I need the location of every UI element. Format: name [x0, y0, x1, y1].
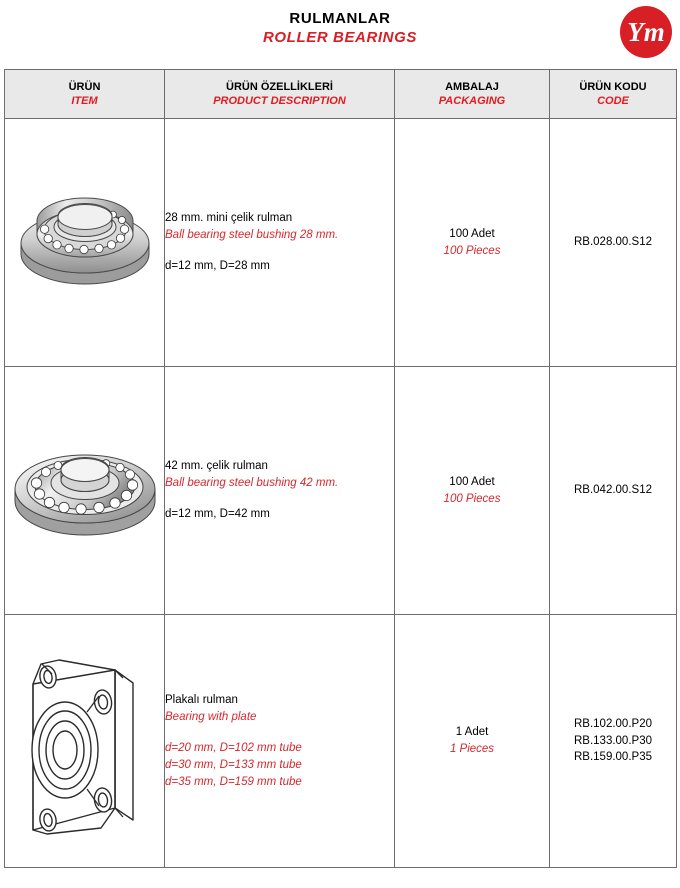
page-header [0, 0, 680, 64]
column-header-packaging-en: PACKAGING [438, 95, 506, 107]
product-code: RB.159.00.P35 [573, 751, 652, 764]
product-code-cell [550, 119, 677, 367]
column-header-description-en: PRODUCT DESCRIPTION [213, 95, 346, 107]
ball-bearing-28mm-illustration [15, 188, 155, 298]
product-code-cell [550, 367, 677, 615]
packaging-turkish: 100 Adet [449, 227, 495, 240]
packaging-cell [395, 119, 550, 367]
column-header-code [550, 70, 677, 119]
product-image-cell [5, 119, 165, 367]
product-description-cell [165, 367, 395, 615]
column-header-description-tr: ÜRÜN ÖZELLİKLERİ [226, 80, 333, 93]
description-turkish: 28 mm. mini çelik rulman [165, 211, 293, 224]
dimension-line: d=30 mm, D=133 mm tube [165, 758, 302, 771]
description-turkish: Plakalı rulman [165, 693, 238, 706]
table-header-row [5, 70, 677, 119]
page-title-turkish: RULMANLAR [289, 10, 391, 27]
product-description-cell [165, 119, 395, 367]
product-description-cell [165, 615, 395, 868]
column-header-code-tr: ÜRÜN KODU [579, 80, 647, 93]
description-english: Ball bearing steel bushing 42 mm. [165, 476, 339, 489]
dimension-line: d=35 mm, D=159 mm tube [165, 775, 302, 788]
packaging-turkish: 1 Adet [455, 726, 489, 739]
description-dimension-list [165, 740, 394, 790]
page-title-english: ROLLER BEARINGS [262, 28, 417, 46]
packaging-english: 100 Pieces [443, 244, 501, 257]
column-header-code-en: CODE [597, 95, 629, 107]
product-code: RB.102.00.P20 [573, 717, 652, 730]
packaging-turkish: 100 Adet [449, 475, 495, 488]
product-code-cell [550, 615, 677, 868]
column-header-item [5, 70, 165, 119]
column-header-packaging [395, 70, 550, 119]
description-dimensions: d=12 mm, D=28 mm [165, 260, 270, 273]
page-title [0, 10, 680, 48]
description-english: Bearing with plate [165, 710, 257, 723]
packaging-english: 1 Pieces [449, 743, 495, 755]
table-row [5, 367, 677, 615]
packaging-english: 100 Pieces [443, 492, 501, 505]
flange-bearing-plate-illustration [15, 634, 155, 849]
dimension-line: d=20 mm, D=102 mm tube [165, 742, 302, 755]
svg-text:Ym: Ym [627, 17, 665, 47]
packaging-cell [395, 615, 550, 868]
product-code: RB.133.00.P30 [573, 734, 652, 747]
column-header-item-en: ITEM [71, 95, 98, 107]
product-code: RB.042.00.S12 [573, 484, 652, 497]
ym-logo [620, 6, 672, 58]
description-dimensions: d=12 mm, D=42 mm [165, 508, 270, 521]
column-header-item-tr: ÜRÜN [68, 80, 101, 93]
column-header-packaging-tr: AMBALAJ [445, 80, 499, 93]
ball-bearing-42mm-illustration [10, 437, 160, 545]
product-catalog-table [4, 69, 677, 868]
table-row [5, 615, 677, 868]
packaging-cell [395, 367, 550, 615]
description-english: Ball bearing steel bushing 28 mm. [165, 228, 339, 241]
description-turkish: 42 mm. çelik rulman [165, 459, 268, 472]
product-image-cell [5, 615, 165, 868]
product-image-cell [5, 367, 165, 615]
table-row [5, 119, 677, 367]
product-code: RB.028.00.S12 [573, 236, 652, 249]
column-header-description [165, 70, 395, 119]
